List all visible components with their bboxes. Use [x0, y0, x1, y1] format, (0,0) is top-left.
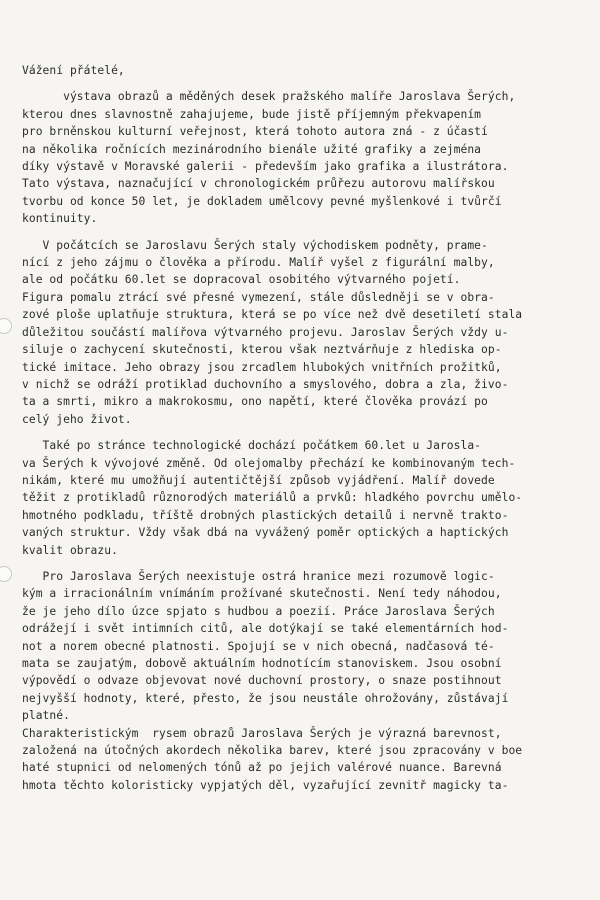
text-line: kým a irracionálním vnímáním prožívané skutečnosti. Není tedy náhodou, — [22, 587, 502, 601]
text-line: hmotného podkladu, tříště drobných plastických detailů i nervně trakto- — [22, 508, 509, 522]
paragraph-4 — [22, 568, 600, 725]
text-line: kvalit obrazu. — [22, 543, 118, 557]
text-line: va Šerých k vývojové změně. Od olejomalby přechází ke kombinovaným tech- — [22, 456, 516, 470]
text-line: na několika ročnících mezinárodního bienále užité grafiky a zejména — [22, 142, 482, 156]
text-line: mata se zaujatým, dobově aktuálním hodnotícím stanoviskem. Jsou osobní — [22, 657, 502, 670]
text-line: nejvyšší hodnoty, které, přesto, že jsou neustále ohrožovány, zůstávají — [22, 691, 509, 705]
text-line: těžit z protikladů různorodých materiálů a prvků: hladkého povrchu umělo- — [22, 491, 523, 505]
paragraph-5 — [22, 725, 600, 795]
text-line: nící z jeho zájmu o člověka a přírodu. Malíř vyšel z figurální malby, — [22, 256, 495, 270]
text-line: v nichž se odráží protiklad duchovního a smyslového, dobra a zla, živo- — [22, 377, 509, 391]
text-line: důležitou součástí malířova výtvarného projevu. Jaroslav Šerých vždy u- — [22, 325, 509, 339]
text-line: nikám, které mu umožňují autentičtější způsob vyjádření. Malíř dovede — [22, 473, 495, 487]
text-line: platné. — [22, 709, 70, 723]
text-line: ta a smrti, mikro a makrokosmu, ono napětí, které člověka provází po — [22, 395, 488, 409]
paragraph-3 — [22, 437, 600, 559]
text-line: ale od počátku 60.let se dopracoval osobitého výtvarného pojetí. — [22, 273, 461, 287]
text-line: odrážejí i svět intimních citů, ale dotýkají se také elementárních hod- — [22, 622, 509, 636]
text-line: tvorbu od konce 50 let, je dokladem umělcovy pevné myšlenkové i tvůrčí — [22, 194, 502, 208]
text-line: siluje o zachycení skutečnosti, kterou však neztvárňuje z hlediska op- — [22, 343, 502, 357]
text-line: kterou dnes slavnostně zahajujeme, bude jistě příjemným překvapením — [22, 107, 482, 121]
salutation — [22, 62, 600, 79]
text-line: kontinuity. — [22, 212, 98, 226]
punch-hole-mark — [0, 318, 12, 334]
text-line: založená na útočných akordech několika barev, které jsou zpracovány v boe — [22, 744, 523, 758]
text-line: zové ploše uplatňuje struktura, která se po více než dvě desetiletí stala — [22, 308, 523, 322]
salutation-line: Vážení přátelé, — [22, 64, 125, 77]
text-line: not a norem obecné platnosti. Spojují se v nich obecná, nadčasová té- — [22, 639, 495, 653]
letter-body — [22, 62, 600, 803]
text-line: haté stupnici od nelomených tónů až po jejich valérové nuance. Barevná — [22, 761, 502, 775]
text-line: díky výstavě v Moravské galerii - především jako grafika a ilustrátora. — [22, 160, 509, 174]
paragraph-2 — [22, 237, 600, 428]
text-line: celý jeho život. — [22, 412, 132, 426]
text-line: výstava obrazů a měděných desek pražského malíře Jaroslava Šerých, — [22, 90, 516, 104]
text-line: že je jeho dílo úzce spjato s hudbou a poezií. Práce Jaroslava Šerých — [22, 604, 495, 618]
text-line: hmota těchto koloristicky vypjatých děl, vyzařující zevnitř magicky ta- — [22, 778, 509, 792]
text-line: pro brněnskou kulturní veřejnost, která tohoto autora zná - z účastí — [22, 125, 488, 139]
text-line: tické imitace. Jeho obrazy jsou zrcadlem hlubokých vnitřních prožitků, — [22, 360, 502, 374]
paragraph-1 — [22, 88, 600, 227]
text-line: výpovědí o odvaze objevovat nové duchovní prostory, o snaze postihnout — [22, 674, 502, 688]
text-line: Charakteristickým rysem obrazů Jaroslava Šerých je výrazná barevnost, — [22, 726, 502, 740]
text-line: vaných struktur. Vždy však dbá na vyvážený poměr optických a haptických — [22, 526, 509, 540]
text-line: Figura pomalu ztrácí své přesné vymezení, stále důsledněji se v obra- — [22, 290, 495, 304]
punch-hole-mark — [0, 566, 12, 582]
text-line: Tato výstava, naznačující v chronologickém průřezu autorovu malířskou — [22, 177, 495, 191]
text-line: Pro Jaroslava Šerých neexistuje ostrá hranice mezi rozumově logic- — [22, 569, 495, 583]
text-line: Také po stránce technologické dochází počátkem 60.let u Jarosla- — [22, 439, 482, 453]
text-line: V počátcích se Jaroslavu Šerých staly východiskem podněty, prame- — [22, 238, 488, 252]
